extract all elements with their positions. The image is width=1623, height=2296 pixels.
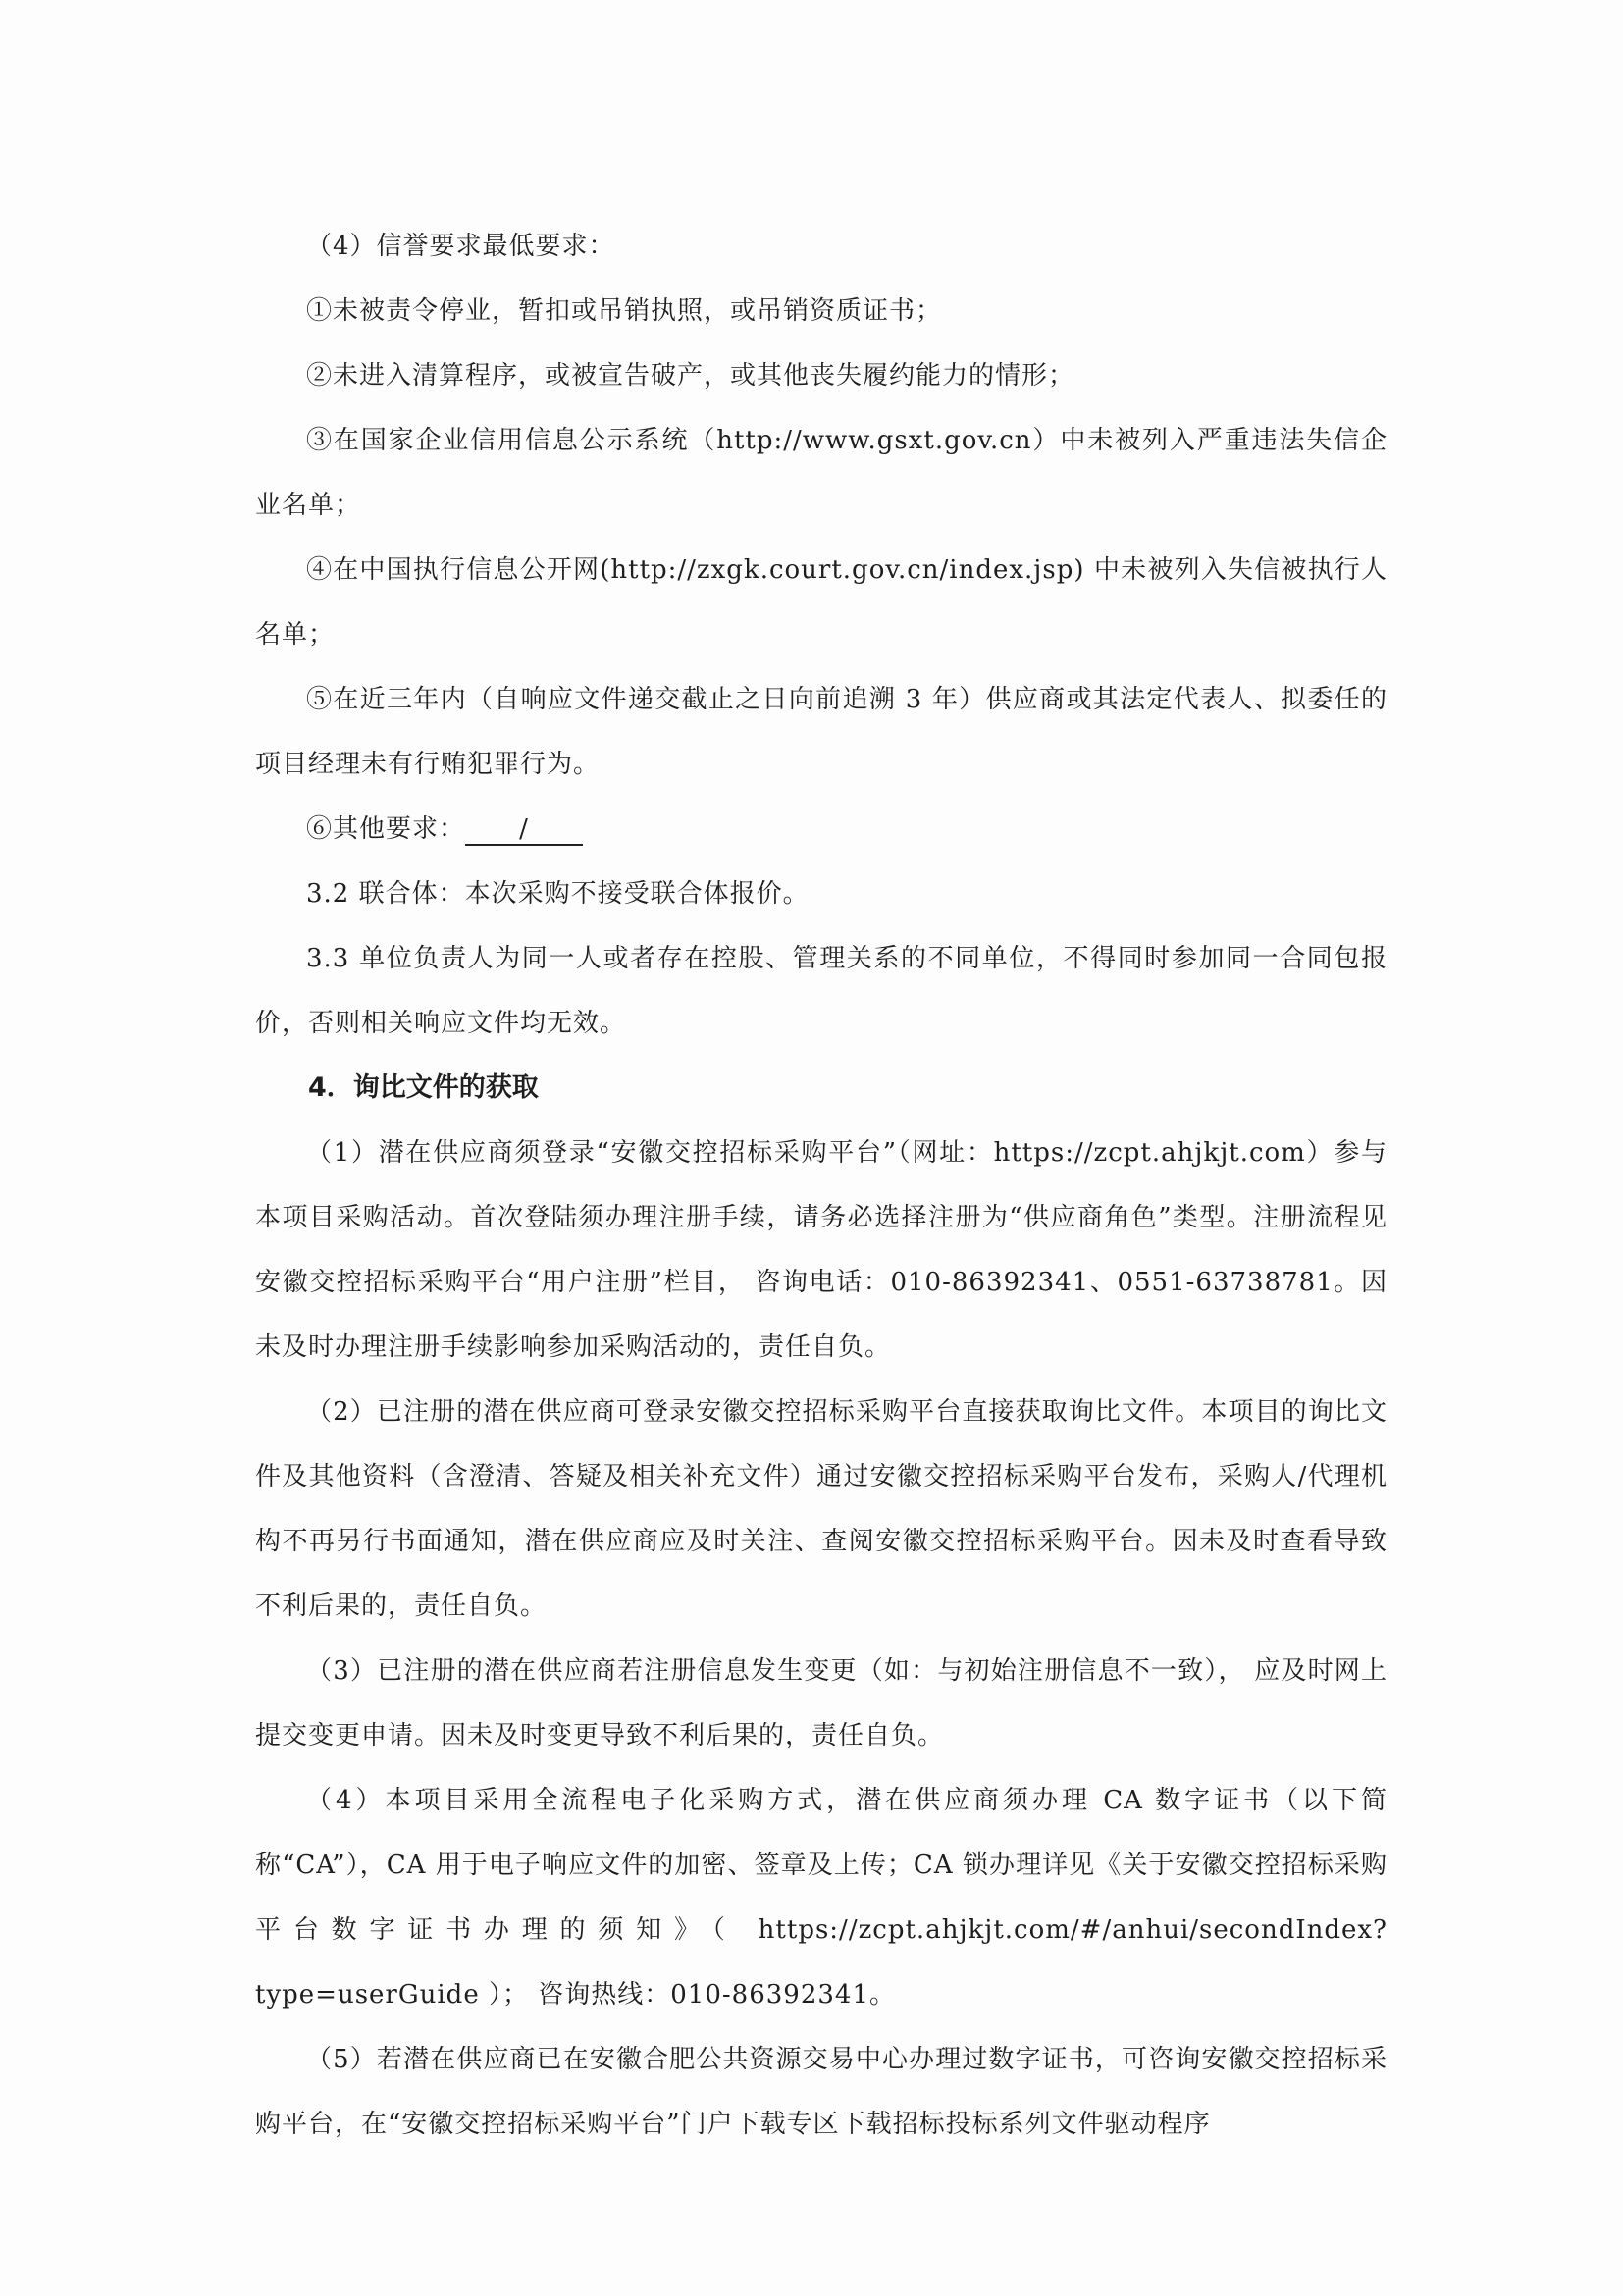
acquisition-clauses [255,1121,1387,2157]
paragraph-credit-title: （4）信誉要求最低要求： [306,232,615,261]
paragraph-credit-5: ⑤在近三年内（自响应文件递交截止之日向前追溯 3 年）供应商或其法定代表人、拟委任的项目经理未有行贿犯罪行为。 [255,685,1387,779]
paragraph-acq-2: （2）已注册的潜在供应商可登录安徽交控招标采购平台直接获取询比文件。本项目的询比文件及其他资料（含澄清、答疑及相关补充文件）通过安徽交控招标采购平台发布，采购人/代理机构不再另行书面通知，潜在供应商应及时关注、查阅安徽交控招标采购平台。因未及时查看导致不利后果的，责任自负。 [255,1397,1387,1621]
paragraph-credit-1: ①未被责令停业，暂扣或吊销执照，或吊销资质证书； [306,296,943,326]
other-requirement-line [255,797,1387,861]
paragraph-acq-5: （5）若潜在供应商已在安徽合肥公共资源交易中心办理过数字证书，可咨询安徽交控招标采购平台，在“安徽交控招标采购平台”门户下载专区下载招标投标系列文件驱动程序 [255,2045,1387,2139]
credit-requirements [255,214,1387,797]
paragraph-credit-2: ②未进入清算程序，或被宣告破产，或其他丧失履约能力的情形； [306,361,1075,391]
paragraph-credit-3: ③在国家企业信用信息公示系统（http://www.gsxt.gov.cn）中未被列入严重违法失信企业名单； [255,426,1387,520]
joint-and-unit-clauses [255,861,1387,1056]
section-heading: 4．询比文件的获取 [308,1072,539,1103]
paragraph-joint-32: 3.2 联合体：本次采购不接受联合体报价。 [306,879,810,909]
paragraph-credit-4: ④在中国执行信息公开网(http://zxgk.court.gov.cn/index.jsp) 中未被列入失信被执行人名单； [255,555,1387,650]
paragraph-acq-4: （4）本项目采用全流程电子化采购方式，潜在供应商须办理 CA 数字证书（以下简称“CA”），CA 用于电子响应文件的加密、签章及上传；CA 锁办理详见《关于安徽交控招标采购平台数字证书办理的须知》（ https://zcpt.ahjkjt.com/#/anhui/secondIndex?type=userGuide ）； 咨询热线：010-86392341。 [255,1786,1387,2009]
other-requirement-blank: / [465,814,583,846]
paragraph-acq-3: （3）已注册的潜在供应商若注册信息发生变更（如：与初始注册信息不一致）， 应及时网上提交变更申请。因未及时变更导致不利后果的，责任自负。 [255,1656,1387,1750]
paragraph-unit-33: 3.3 单位负责人为同一人或者存在控股、管理关系的不同单位，不得同时参加同一合同包报价，否则相关响应文件均无效。 [255,944,1387,1038]
paragraph-acq-1: （1）潜在供应商须登录“安徽交控招标采购平台”（网址：https://zcpt.ahjkjt.com）参与本项目采购活动。首次登陆须办理注册手续，请务必选择注册为“供应商角色”类型。注册流程见安徽交控招标采购平台“用户注册”栏目， 咨询电话：010-86392341、0551-63738781。因未及时办理注册手续影响参加采购活动的，责任自负。 [255,1138,1387,1362]
other-requirement-label: ⑥其他要求： [306,814,466,844]
